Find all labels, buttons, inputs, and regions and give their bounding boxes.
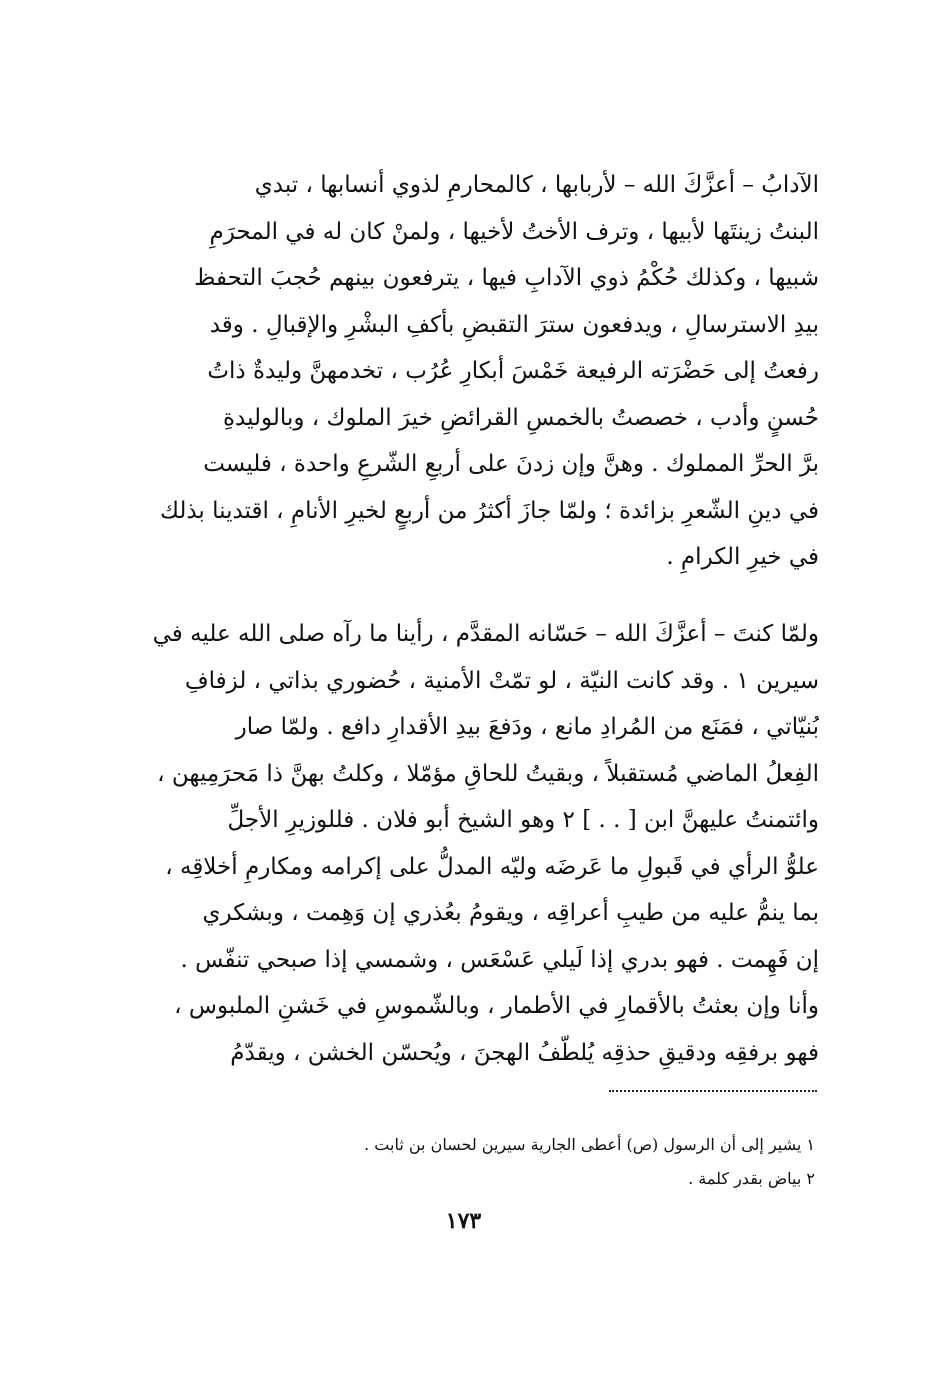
text-line: بما ينمُّ عليه من طيبِ أعراقِه ، ويقومُ بعُذري إن وَهِمت ، وبشكري bbox=[202, 900, 819, 926]
paragraph-1 bbox=[107, 162, 819, 581]
text-line: سيرين ١ . وقد كانت النيّة ، لو تمّتْ الأمنية ، حُضوري بذاتي ، لزفافِ bbox=[184, 667, 819, 694]
paragraph-2 bbox=[107, 611, 819, 1076]
footnotes bbox=[115, 1128, 815, 1196]
text-line: الفِعلُ الماضي مُستقبلاً ، وبقيتُ للحاقِ مؤمّلا ، وكلتُ بهنَّ ذا مَحرَمِيهن ، bbox=[157, 760, 819, 787]
page-number: ١٧٣ bbox=[445, 1208, 482, 1234]
text-line: بُنيّاتي ، فمَنَع من المُرادِ مانع ، ودَفعَ بيدِ الأقدارِ دافع . ولمّا صار bbox=[235, 714, 819, 740]
text-line: وائتمنتُ عليهنَّ ابن [ . . ] ٢ وهو الشيخ أبو فلان . فللوزيرِ الأجلِّ bbox=[227, 807, 819, 833]
text-line: في خيرِ الكرامِ . bbox=[666, 544, 819, 570]
footnote-2: ٢ بياض بقدر كلمة . bbox=[688, 1169, 815, 1188]
text-line: برَّ الحرِّ المملوك . وهنَّ وإن زدنَ على أربعِ الشّرعِ واحدة ، فليست bbox=[203, 451, 819, 477]
text-line: فهو برفقِه ودقيقِ حذقِه يُلطّفُ الهجنَ ، ويُحسّن الخشن ، ويقدّمُ bbox=[230, 1039, 819, 1066]
text-line: حُسنٍ وأدب ، خصصتُ بالخمسِ القرائضِ خيرَ الملوك ، وبالوليدةِ bbox=[222, 404, 819, 431]
text-line: في دينِ الشّعرِ بزائدة ؛ ولمّا جازَ أكثرُ من أربعٍ لخيرِ الأنامِ ، اقتدينا بذلك bbox=[159, 497, 819, 524]
text-line: شبيها ، وكذلك حُكْمُ ذوي الآدابِ فيها ، يترفعون بينهم حُجبَ التحفظ bbox=[194, 265, 819, 291]
footnote-separator bbox=[609, 1090, 817, 1092]
text-line: ولمّا كنتَ – أعزَّكَ الله – حَسّانه المقدَّم ، رأينا ما رآه صلى الله عليه في bbox=[152, 621, 819, 647]
text-line: وأنا وإن بعثتُ بالأقمارِ في الأطمار ، وبالشّموسِ في خَشنِ الملبوس ، bbox=[174, 993, 819, 1019]
footnote-1: ١ يشير إلى أن الرسول (ص) أعطى الجارية سيرين لحسان بن ثابت . bbox=[364, 1135, 815, 1154]
text-line: علوُّ الرأي في قَبولِ ما عَرضَه وليّه المدلُّ على إكرامه ومكارمِ أخلاقِه ، bbox=[165, 853, 819, 880]
text-line: بيدِ الاسترسالِ ، ويدفعون سترَ التقبضِ بأكفِ البشْرِ والإقبالِ . وقد bbox=[209, 311, 819, 338]
text-line: رفعتُ إلى حَضْرَته الرفيعة خَمْسَ أبكارِ عُرُب ، تخدمهنَّ وليدةٌ ذاتُ bbox=[207, 358, 819, 384]
text-line: الآدابُ – أعزَّكَ الله – لأربابها ، كالمحارمِ لذوي أنسابها ، تبدي bbox=[254, 172, 819, 198]
text-line: إن فَهِمت . فهو بدري إذا لَيلي عَسْعَس ، وشمسي إذا صبحي تنفّس . bbox=[180, 946, 819, 973]
text-line: البنتُ زينتَها لأبيها ، وترف الأختُ لأخيها ، ولمنْ كان له في المحرَمِ bbox=[209, 218, 819, 245]
